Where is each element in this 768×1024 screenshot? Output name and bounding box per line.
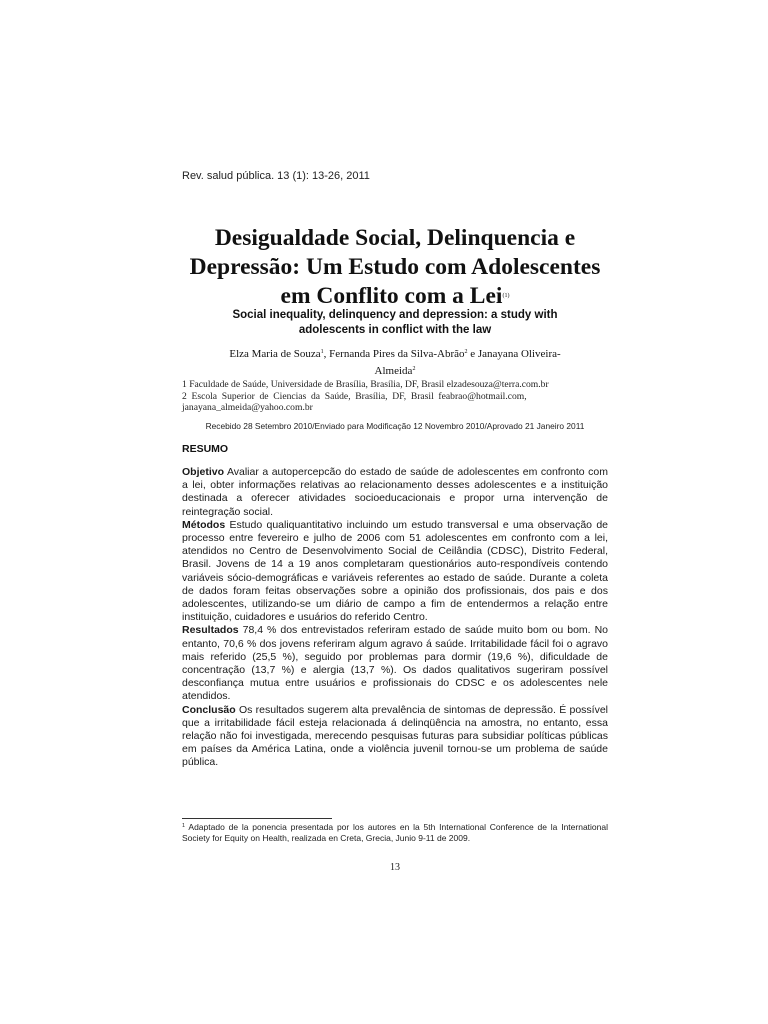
metodos-text: Estudo qualiquantitativo incluindo um estudo transversal e uma observação de processo entre fevereiro e julho de 2006 com 51 adolescentes em confronto com a lei, atendidos no Centro de Desenvolvimento Social de Ceilândia (CDSC), Distrito Federal, Brasil. Jovens de 14 a 19 anos completaram questionários auto-respondíveis contendo variáveis sócio-demográficas e variáveis referentes ao estado de saúde. Durante a coleta de dados foram feitas observações sobre a opinião dos profissionais, dos pais e dos adolescentes, utilizando-se um diário de campo a fim de entendermos a relação entre instituição, cuidadores e usuários do referido Centro. [182,518,608,624]
resultados-label: Resultados [182,624,239,637]
author-3-part-1: Janayana Oliveira- [477,348,561,360]
resultados-text: 78,4 % dos entrevistados referiram estado de saúde muito bom ou bom. No entanto, 70,6 % dos jovens referiram algum agravo á saúde. Irritabilidade fácil foi o agravo mais referido (25,5 %), seguido por problemas para dormir (19,6 %), dificuldade de concentração (13,7 %) e alergia (13,7 %). Os dados qualitativos sugeriram possível desconfiança mutua entre usuários e profissionais do CDSC e os adolescentes nele atendidos. [182,624,608,703]
subtitle-line-2: adolescents in conflict with the law [298,323,492,336]
footnote [182,821,608,844]
author-line-1 [190,345,600,362]
title-note-mark: (1) [502,293,510,299]
author-1: Elza Maria de Souza [229,348,321,360]
objetivo-label: Objetivo [182,466,225,478]
footnote-mark: 1 [182,823,186,829]
author-1-mark: 1 [320,349,324,355]
affiliation-1: 1 Faculdade de Saúde, Universidade de Brasília, Brasília, DF, Brasil elzadesouza@terra.com.br [182,379,549,390]
author-3-part-2: Almeida [374,365,413,377]
abstract-resultados [182,624,608,703]
title-line-3 [172,282,618,311]
page-number: 13 [390,862,400,873]
title-line-1: Desigualdade Social, Delinquencia e [214,225,576,251]
abstract-body [182,466,608,770]
author-separator-2: e [467,348,478,360]
affiliation-2-cont: janayana_almeida@yahoo.com.br [182,402,313,413]
abstract-objetivo [182,466,608,519]
footnote-text: Adaptado de la ponencia presentada por los autores en la 5th International Conference de la International Society for Equity on Health, realizada en Creta, Grecia, Junio 9-11 de 2009. [182,822,608,843]
author-separator-1: , [323,348,330,360]
affiliations [182,379,608,414]
abstract-conclusao [182,704,608,770]
subtitle-line-1: Social inequality, delinquency and depression: a study with [232,309,558,321]
footnote-divider [182,818,332,819]
article-title [172,224,618,311]
objetivo-text: Avaliar a autopercepcão do estado de saúde de adolescentes em confronto com a lei, obter informações relativas ao relacionamento desses adolescentes e a instituição destinada a oferecer atividades socioeducacionais e propor urna intervenção de reintegração social. [182,466,608,518]
article-page [182,0,608,1024]
affiliation-2: 2 Escola Superior de Ciencias da Saúde, Brasília, DF, Brasil feabrao@hotmail.com, [182,390,527,402]
received-dates: Recebido 28 Setembro 2010/Enviado para Modificação 12 Novembro 2010/Aprovado 21 Janeiro 2011 [205,421,585,431]
author-2-mark: 2 [464,349,468,355]
title-line-3-text: em Conflito com a Lei [280,283,503,309]
resumo-heading: RESUMO [182,443,229,455]
author-line-2 [190,362,600,379]
journal-header: Rev. salud pública. 13 (1): 13-26, 2011 [182,170,370,182]
metodos-label: Métodos [182,518,226,531]
conclusao-label: Conclusão [182,703,236,716]
author-3-mark: 2 [412,366,416,372]
author-list [190,345,600,379]
title-line-2: Depressão: Um Estudo com Adolescentes [189,254,601,280]
conclusao-text: Os resultados sugerem alta prevalência de sintomas de depressão. É possível que a irritabilidade fácil esteja relacionada á delinqüência na amostra, no entanto, essa relação não foi investigada, merecendo pesquisas futuras para subsidiar políticas públicas em países da América Latina, onde a violência juvenil tornou-se um problema de saúde pública. [182,703,608,769]
article-subtitle [182,308,608,337]
abstract-metodos [182,519,608,625]
author-2: Fernanda Pires da Silva-Abrão [329,348,465,360]
